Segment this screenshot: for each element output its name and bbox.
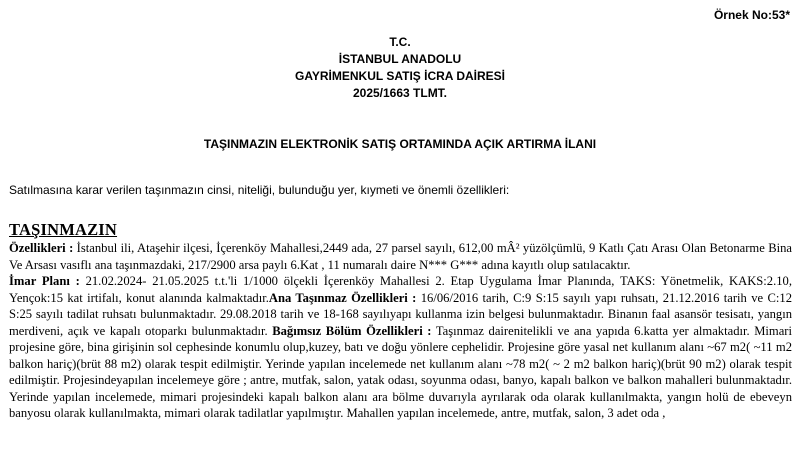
announcement-title: TAŞINMAZIN ELEKTRONİK SATIŞ ORTAMINDA AÇIK ARTIRMA İLANI — [203, 137, 597, 151]
header-istanbul-anadolu: İSTANBUL ANADOLU — [338, 52, 462, 66]
header-tc: T.C. — [389, 35, 411, 49]
header-file-number: 2025/1663 TLMT. — [352, 86, 448, 100]
bagimsiz-bolum-text: Taşınmaz dairenitelikli ve ana yapıda 6.katta yer almaktadır. Mimari projesine göre, bina girişinin sol cephesinde konumlu olup,kuzey, batı ve doğu yönlere cephelidir. Projesine göre yasal net kullanım alanı ~67 m2( ~11 m2 balkon hariç)(brüt 88 m2) olarak tespit edilmiştir. Yerinde yapılan incelemede net kullanım alanı ~78 m2( ~ 2 m2 balkon hariç)(brüt 90 m2) olarak tespit edilmiştir. Projesindeyapılan incelemeye göre ; antre, mutfak, salon, yatak odası, soyunma odası, banyo, kapalı balkon ve balkon mahalleri bulunmaktadır. Yerinde yapılan incelemede, mimari projesindeki kapalı balkon alanı ara bölme duvarıyla ayrılarak oda olarak kullanılmakta, yangın holü de ebeveyn banyosu olarak kullanılmakta, mimari olarak tadilatlar yapılmıştır. Mahallen yapılan incelemede, antre, mutfak, salon, 3 adet oda , — [9, 323, 792, 420]
ornek-number: Örnek No:53* — [713, 8, 790, 22]
bagimsiz-bolum-label: Bağımsız Bölüm Özellikleri : — [272, 323, 432, 338]
section-title-tasinmazin: TAŞINMAZIN — [9, 220, 118, 239]
ana-tasinmaz-label: Ana Taşınmaz Özellikleri : — [268, 290, 417, 305]
header-icra-dairesi: GAYRİMENKUL SATIŞ İCRA DAİRESİ — [294, 69, 506, 83]
intro-paragraph: Satılmasına karar verilen taşınmazın cinsi, niteliği, bulunduğu yer, kıymeti ve önemli özellikleri: — [9, 183, 510, 197]
document-header — [0, 34, 800, 102]
ozellikleri-text: İstanbul ili, Ataşehir ilçesi, İçerenköy Mahallesi,2449 ada, 27 parsel sayılı, 612,00 mÂ² yüzölçümlü, 9 Katlı Çatı Arası Olan Betonarme Bina Ve Arsası vasıflı ana taşınmazdaki, 217/2900 arsa paylı 6.Kat , 11 numaralı daire N*** G*** adına kayıtlı olup satılacaktır. — [9, 241, 792, 272]
imar-plani-label: İmar Planı : — [9, 274, 80, 288]
property-details-paragraph — [9, 240, 792, 422]
ozellikleri-label: Özellikleri : — [9, 241, 74, 255]
ana-tasinmaz-text: 16/06/2016 tarih, C:9 S:15 sayılı yapı ruhsatı, 21.12.2016 tarih ve C:12 S:25 sayılı tadilat ruhsatı bulunmaktadır. 29.08.2018 tarih ve 18-168 sayılıyapı kullanma izin belgesi bulunmaktadır. Binanın faal asansör tesisatı, yangın merdiveni, açık ve kapalı otoparkı bulunmaktadır. — [9, 290, 792, 338]
imar-plani-text: 21.02.2024- 21.05.2025 t.t.'li 1/1000 ölçekli İçerenköy Mahallesi 2. Etap Uygulama İmar Planında, TAKS: Yönetmelik, KAKS:2.10, Yençok:15 kat irtifalı, konut alanında kalmaktadır. — [9, 274, 792, 305]
